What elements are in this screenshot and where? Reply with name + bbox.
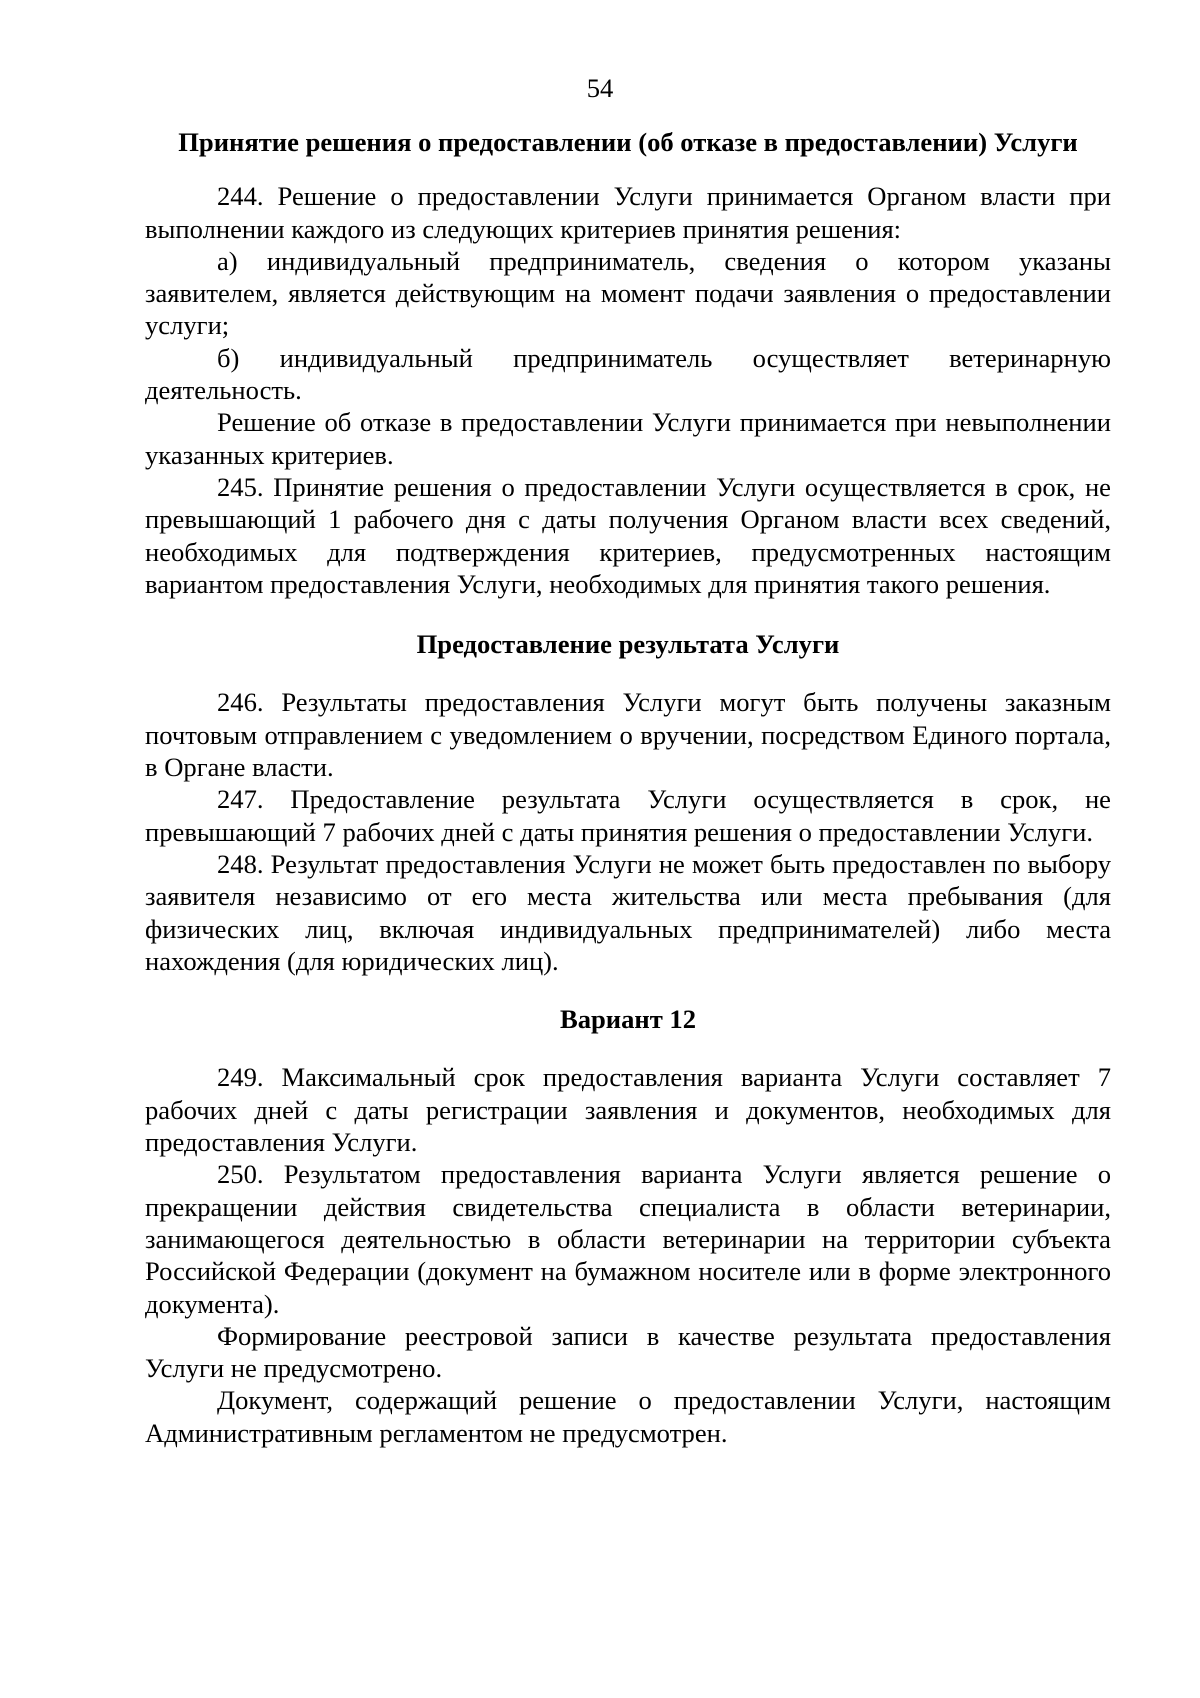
paragraph-refusal: Решение об отказе в предоставлении Услуги принимается при невыполнении указанных критериев. (145, 407, 1111, 470)
paragraph-245: 245. Принятие решения о предоставлении Услуги осуществляется в срок, не превышающий 1 рабочего дня с даты получения Органом власти всех сведений, необходимых для подтверждения критериев, предусмотренных настоящим вариантом предоставления Услуги, необходимых для принятия такого решения. (145, 471, 1111, 599)
paragraph-247: 247. Предоставление результата Услуги осуществляется в срок, не превышающий 7 рабочих дней с даты принятия решения о предоставлении Услуги. (145, 784, 1111, 847)
paragraph-registry-record: Формирование реестровой записи в качестве результата предоставления Услуги не предусмотрено. (145, 1320, 1111, 1384)
paragraph-248: 248. Результат предоставления Услуги не может быть предоставлен по выбору заявителя независимо от его места жительства или места пребывания (для физических лиц, включая индивидуальных предпринимателей) либо места нахождения (для юридических лиц). (145, 848, 1111, 976)
section-heading-variant-12: Вариант 12 (559, 1004, 697, 1035)
paragraph-criterion-b: б) индивидуальный предприниматель осуществляет ветеринарную деятельность. (145, 342, 1111, 406)
paragraph-criterion-a: а) индивидуальный предприниматель, сведения о котором указаны заявителем, является действующим на момент подачи заявления о предоставлении услуги; (145, 245, 1111, 341)
paragraph-246: 246. Результаты предоставления Услуги могут быть получены заказным почтовым отправлением с уведомлением о вручении, посредством Единого портала, в Органе власти. (145, 687, 1111, 783)
section-heading-decision: Принятие решения о предоставлении (об отказе в предоставлении) Услуги (178, 127, 1078, 157)
paragraph-249: 249. Максимальный срок предоставления варианта Услуги составляет 7 рабочих дней с даты регистрации заявления и документов, необходимых для предоставления Услуги. (145, 1062, 1111, 1158)
paragraph-250: 250. Результатом предоставления варианта Услуги является решение о прекращении действия свидетельства специалиста в области ветеринарии, занимающегося деятельностью в области ветеринарии на территории субъекта Российской Федерации (документ на бумажном носителе или в форме электронного документа). (145, 1159, 1111, 1319)
paragraph-244: 244. Решение о предоставлении Услуги принимается Органом власти при выполнении каждого из следующих критериев принятия решения: (145, 181, 1111, 244)
page-content (145, 126, 1111, 1449)
section-heading-result: Предоставление результата Услуги (416, 629, 840, 660)
paragraph-decision-document: Документ, содержащий решение о предоставлении Услуги, настоящим Административным регламентом не предусмотрен. (145, 1385, 1111, 1448)
page-number: 54 (586, 73, 614, 103)
